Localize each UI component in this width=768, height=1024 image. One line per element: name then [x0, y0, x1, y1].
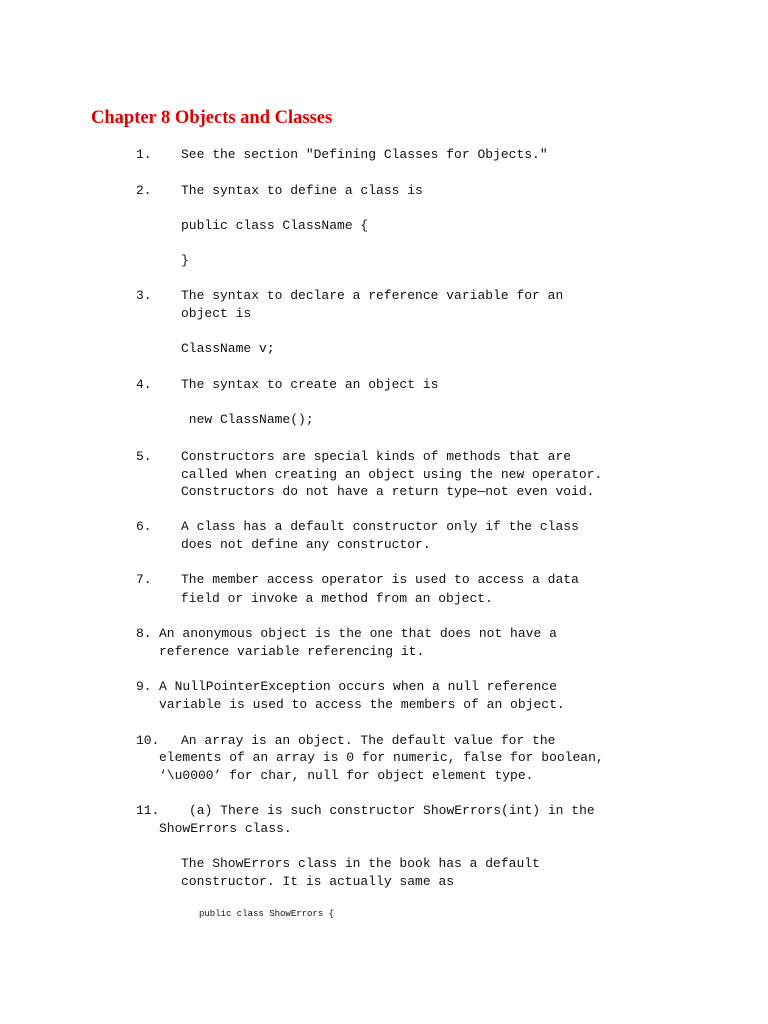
item-text: The syntax to define a class is — [181, 183, 423, 198]
item-text: constructor. It is actually same as — [181, 874, 455, 889]
item-text: ‘\u0000’ for char, null for object element type. — [159, 768, 534, 783]
item-number: 10. — [136, 733, 160, 748]
item-text: Constructors are special kinds of methods that are — [181, 449, 572, 464]
item-number: 5. — [136, 449, 152, 464]
item-text: An anonymous object is the one that does not have a — [159, 626, 557, 641]
item-number: 6. — [136, 519, 152, 534]
item-text: (a) There is such constructor ShowErrors(int) in the — [189, 803, 595, 818]
item-text: object is — [181, 306, 252, 321]
item-number: 3. — [136, 288, 152, 303]
item-text: does not define any constructor. — [181, 537, 431, 552]
item-text: A class has a default constructor only if the class — [181, 519, 579, 534]
item-text: An array is an object. The default value for the — [181, 733, 556, 748]
item-text: See the section "Defining Classes for Objects." — [181, 147, 548, 162]
code-line: public class ClassName { — [181, 218, 369, 233]
item-text: called when creating an object using the new operator. — [181, 467, 603, 482]
item-text: The syntax to declare a reference variable for an — [181, 288, 564, 303]
item-number: 2. — [136, 183, 152, 198]
item-number: 8. — [136, 626, 152, 641]
item-number: 4. — [136, 377, 152, 392]
item-text: Constructors do not have a return type—not even void. — [181, 484, 595, 499]
code-line: ClassName v; — [181, 341, 275, 356]
item-text: field or invoke a method from an object. — [173, 591, 493, 606]
item-number: 11. — [136, 803, 160, 818]
item-text: elements of an array is 0 for numeric, false for boolean, — [159, 750, 604, 765]
chapter-title: Chapter 8 Objects and Classes — [91, 108, 333, 128]
item-text: The member access operator is used to access a data — [181, 572, 579, 587]
item-text: A NullPointerException occurs when a null reference — [159, 679, 557, 694]
item-number: 9. — [136, 679, 152, 694]
code-line: new ClassName(); — [181, 412, 314, 427]
code-line: } — [181, 253, 189, 268]
item-text: The ShowErrors class in the book has a default — [181, 856, 540, 871]
item-text: The syntax to create an object is — [181, 377, 439, 392]
code-line: public class ShowErrors { — [199, 909, 335, 919]
item-number: 1. — [136, 147, 152, 162]
item-text: reference variable referencing it. — [159, 644, 425, 659]
item-text: variable is used to access the members of an object. — [159, 697, 565, 712]
item-text: ShowErrors class. — [159, 821, 292, 836]
item-number: 7. — [136, 572, 152, 587]
